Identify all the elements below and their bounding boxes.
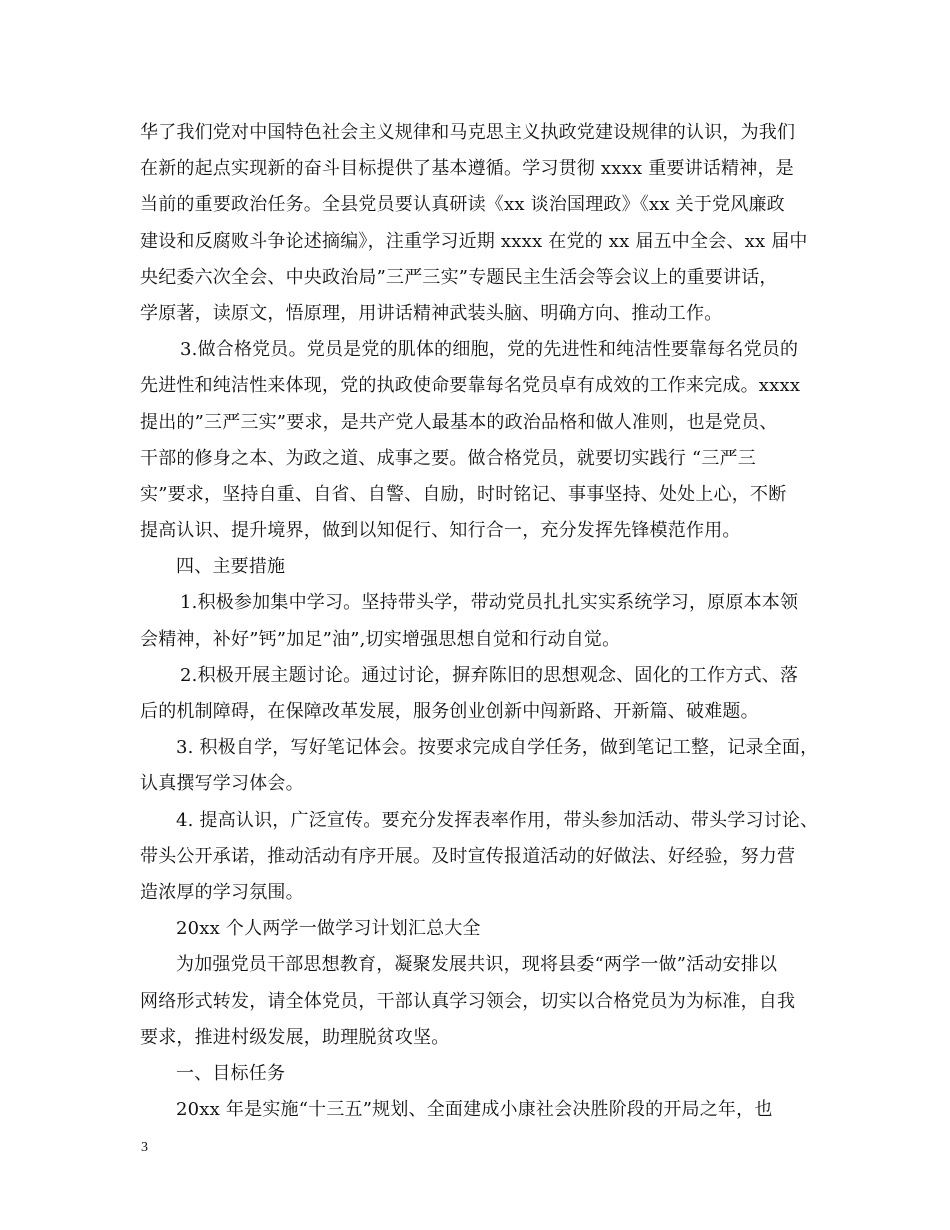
document-subtitle: 20xx 个人两学一做学习计划汇总大全 (176, 918, 481, 940)
text-line: 学原著，读原文，悟原理，用讲话精神武装头脑、明确方向、推动工作。 (140, 302, 723, 324)
paragraph-start: 3.做合格党员。党员是党的肌体的细胞，党的先进性和纯洁性要靠每名党员的 (180, 339, 799, 361)
paragraph-start: 为加强党员干部思想教育，凝聚发展共识，现将县委“两学一做”活动安排以 (176, 954, 778, 976)
paragraph-start: 2.积极开展主题讨论。通过讨论，摒弃陈旧的思想观念、固化的工作方式、落 (180, 664, 799, 686)
text-line: 会精神，补好”钙”加足”油”,切实增强思想自觉和行动自觉。 (140, 628, 621, 650)
text-line: 要求，推进村级发展，助理脱贫攻坚。 (140, 1026, 450, 1048)
paragraph-start: 3. 积极自学，写好笔记体会。按要求完成自学任务，做到笔记工整，记录全面， (176, 737, 819, 759)
text-line: 在新的起点实现新的奋斗目标提供了基本遵循。学习贯彻 xxxx 重要讲话精神，是 (140, 158, 794, 180)
text-line: 当前的重要政治任务。全县党员要认真研读《xx 谈治国理政》《xx 关于党风廉政 (140, 194, 785, 216)
text-line: 华了我们党对中国特色社会主义规律和马克思主义执政党建设规律的认识，为我们 (140, 122, 796, 143)
text-line: 先进性和纯洁性来体现，党的执政使命要靠每名党员卓有成效的工作来完成。xxxx (140, 375, 801, 397)
text-line: 建设和反腐败斗争论述摘编》，注重学习近期 xxxx 在党的 xx 届五中全会、xx 届中 (140, 230, 808, 252)
text-line: 带头公开承诺，推动活动有序开展。及时宣传报道活动的好做法、好经验，努力营 (140, 845, 796, 867)
body-text (140, 115, 820, 1128)
text-line: 后的机制障碍，在保障改革发展，服务创业创新中闯新路、开新篇、破难题。 (140, 701, 759, 722)
text-line: 提高认识、提升境界，做到以知促行、知行合一，充分发挥先锋模范作用。 (140, 520, 741, 542)
section-heading: 四、主要措施 (176, 556, 286, 578)
page-number: 3 (141, 1140, 148, 1155)
text-line: 央纪委六次全会、中央政治局”三严三实”专题民主生活会等会议上的重要讲话， (140, 266, 778, 288)
text-line: 干部的修身之本、为政之道、成事之要。做合格党员，就要切实践行 “三严三 (140, 447, 756, 469)
paragraph-start: 20xx 年是实施“十三五”规划、全面建成小康社会决胜阶段的开局之年，也 (176, 1099, 773, 1121)
text-line: 提出的”三严三实”要求，是共产党人最基本的政治品格和做人准则，也是党员、 (140, 411, 778, 433)
text-line: 实”要求，坚持自重、自省、自警、自励，时时铭记、事事坚持、处处上心，不断 (140, 483, 787, 505)
section-heading: 一、目标任务 (176, 1062, 286, 1084)
paragraph-start: 4. 提高认识，广泛宣传。要充分发挥表率作用，带头参加活动、带头学习讨论、 (176, 809, 819, 831)
text-line: 造浓厚的学习氛围。 (140, 881, 304, 903)
paragraph-start: 1.积极参加集中学习。坚持带头学，带动党员扎扎实实系统学习，原原本本领 (180, 592, 799, 614)
text-line: 网络形式转发，请全体党员，干部认真学习领会，切实以合格党员为为标准，自我 (140, 990, 796, 1012)
text-line: 认真撰写学习体会。 (140, 773, 304, 795)
